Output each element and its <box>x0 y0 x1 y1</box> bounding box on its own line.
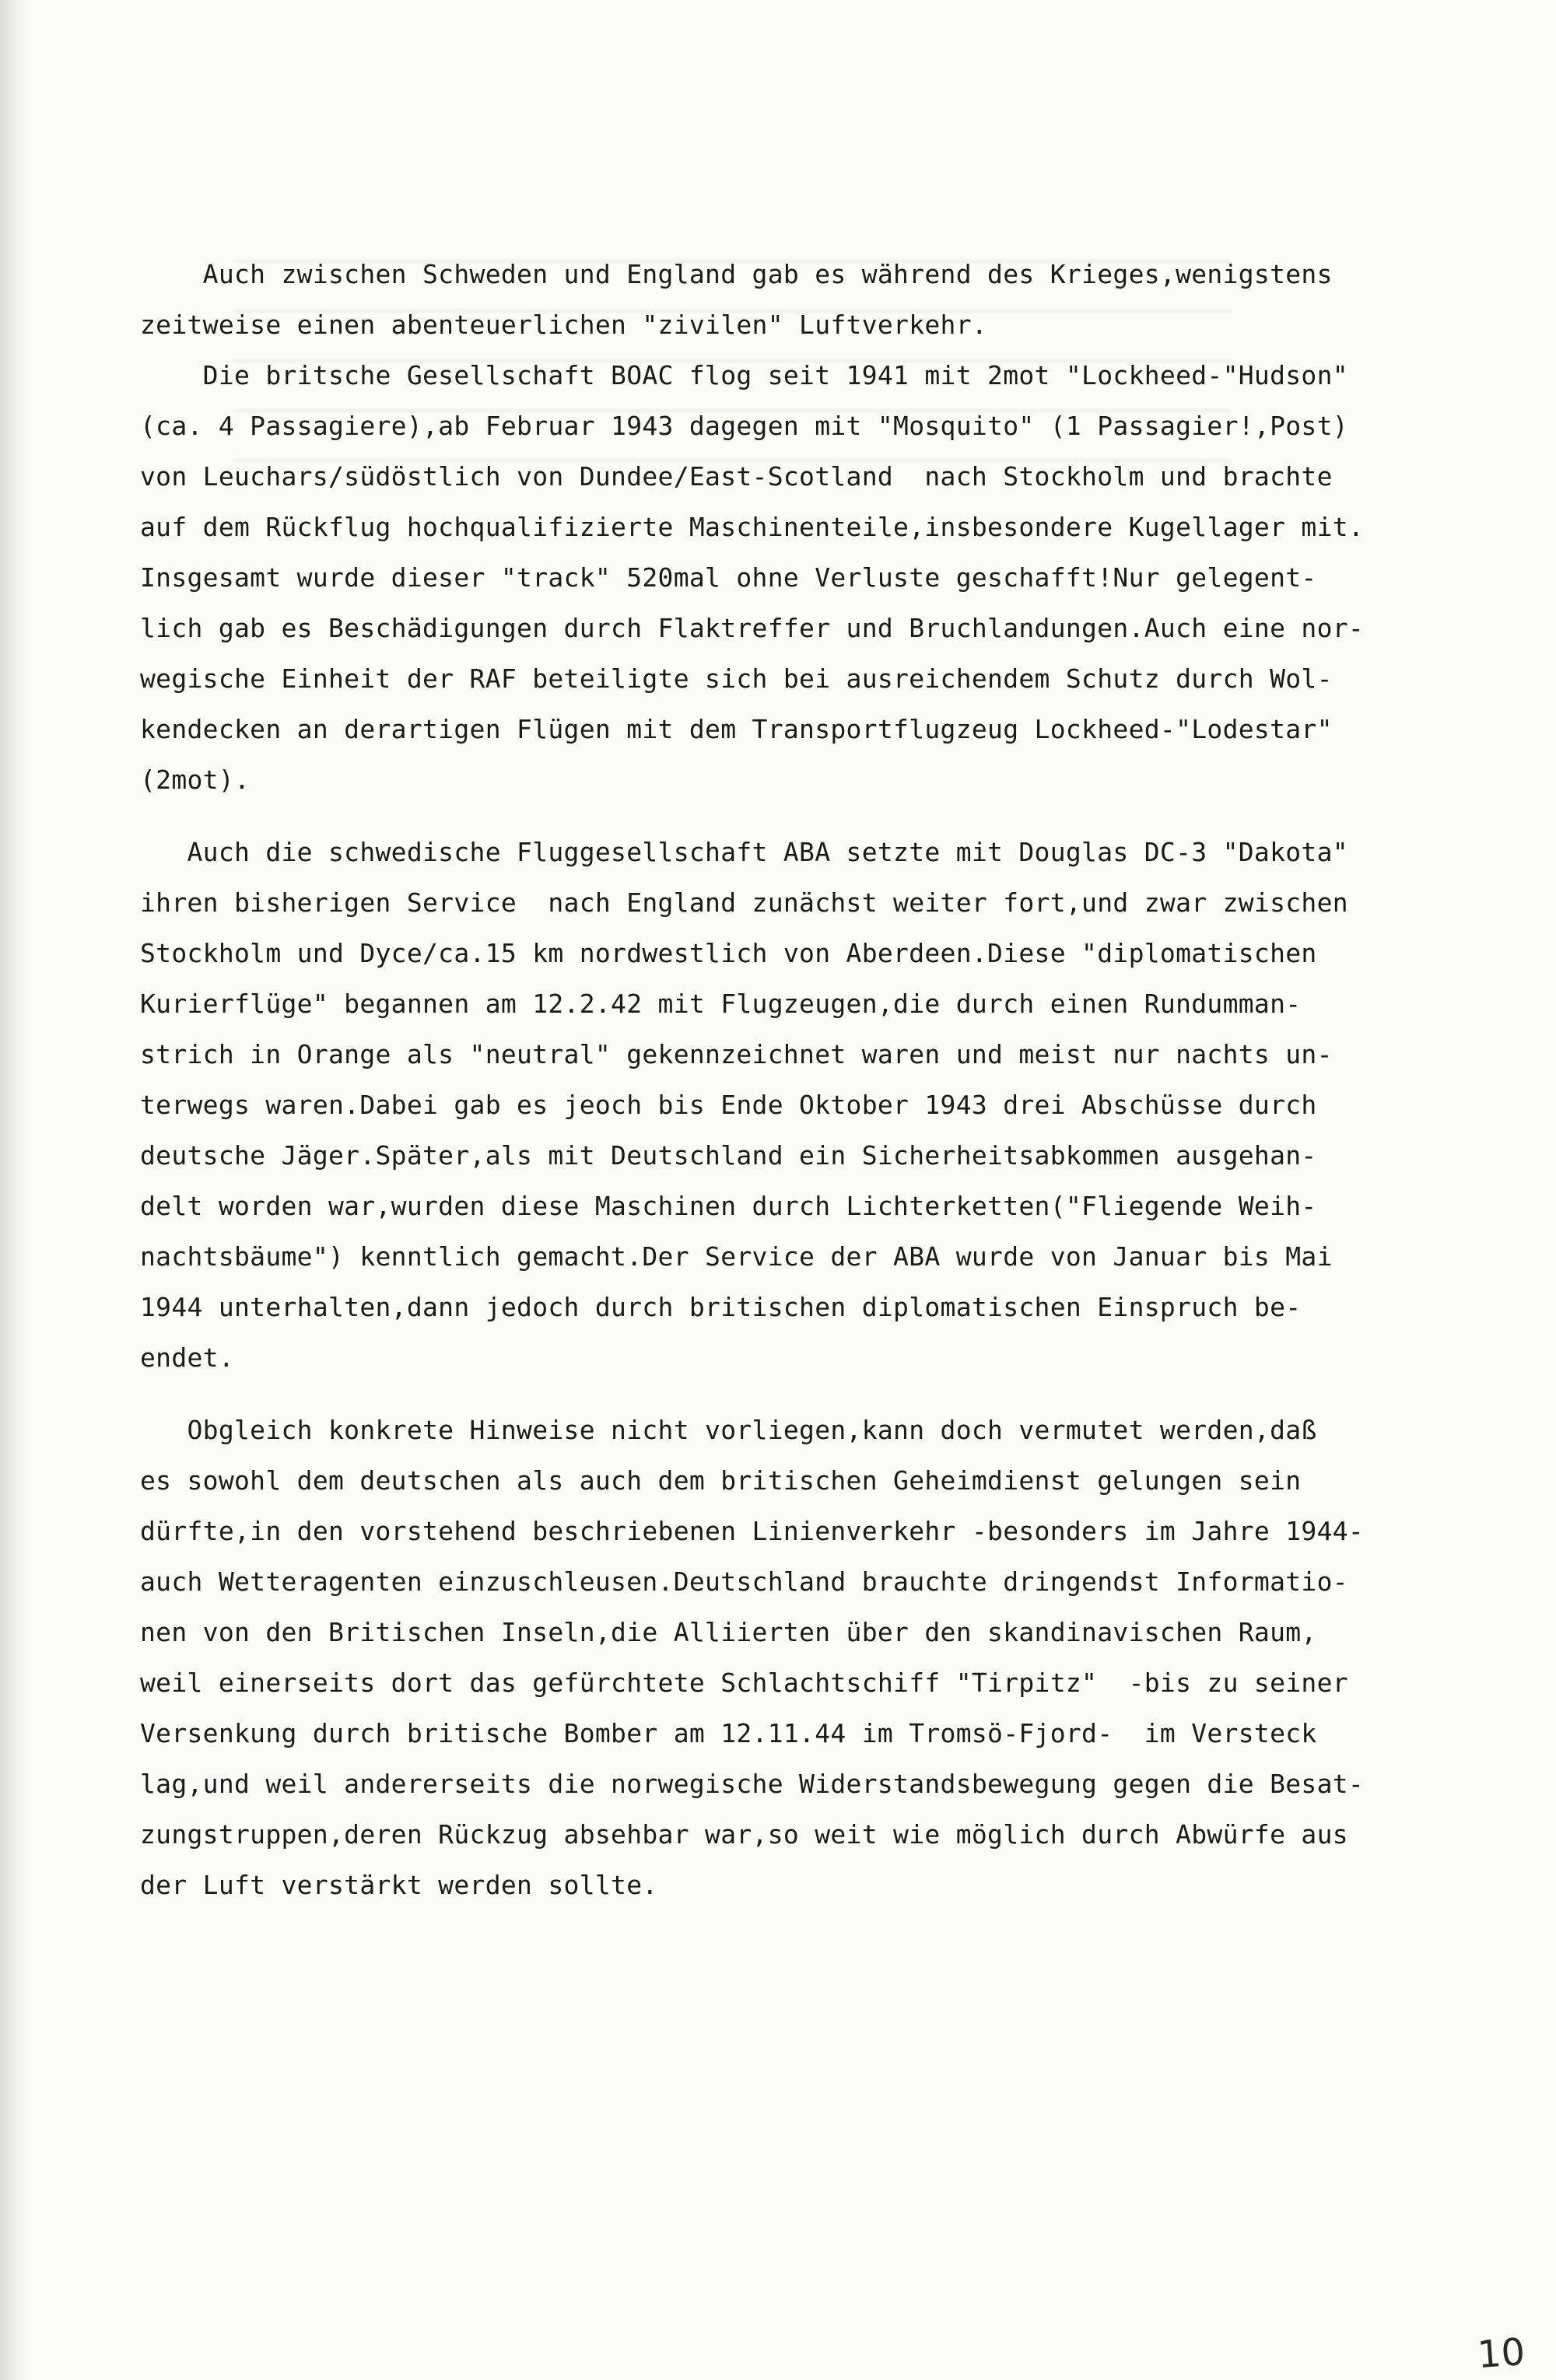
text-line: Auch zwischen Schweden und England gab es während des Krieges,wenigstens <box>140 259 1333 289</box>
text-line: (2mot). <box>140 765 251 795</box>
text-line: Obgleich konkrete Hinweise nicht vorliegen,kann doch vermutet werden,daß <box>140 1415 1317 1445</box>
text-line: lich gab es Beschädigungen durch Flaktreffer und Bruchlandungen.Auch eine nor- <box>140 613 1365 643</box>
body-text <box>140 249 1486 1910</box>
text-line: weil einerseits dort das gefürchtete Schlachtschiff "Tirpitz" -bis zu seiner <box>140 1668 1348 1698</box>
text-line: Versenkung durch britische Bomber am 12.11.44 im Tromsö-Fjord- im Versteck <box>140 1718 1317 1748</box>
text-line: (ca. 4 Passagiere),ab Februar 1943 dagegen mit "Mosquito" (1 Passagier!,Post) <box>140 411 1348 441</box>
text-line: lag,und weil andererseits die norwegische Widerstandsbewegung gegen die Besat- <box>140 1769 1365 1799</box>
text-line: Kurierflüge" begannen am 12.2.42 mit Flugzeugen,die durch einen Rundumman- <box>140 989 1302 1019</box>
text-line: kendecken an derartigen Flügen mit dem Transportflugzeug Lockheed-"Lodestar" <box>140 714 1333 744</box>
text-line: delt worden war,wurden diese Maschinen durch Lichterketten("Fliegende Weih- <box>140 1191 1317 1221</box>
text-line: Auch die schwedische Fluggesellschaft ABA setzte mit Douglas DC-3 "Dakota" <box>140 837 1348 867</box>
text-line: es sowohl dem deutschen als auch dem britischen Geheimdienst gelungen sein <box>140 1465 1302 1496</box>
text-line: zeitweise einen abenteuerlichen "zivilen" Luftverkehr. <box>140 310 988 340</box>
page-number: 10 <box>1476 2329 1526 2378</box>
text-line: nen von den Britischen Inseln,die Alliierten über den skandinavischen Raum, <box>140 1617 1317 1647</box>
text-line: Die britsche Gesellschaft BOAC flog seit 1941 mit 2mot "Lockheed-"Hudson" <box>140 360 1348 390</box>
paragraph-gap <box>140 1383 1486 1405</box>
paragraph-gap <box>140 805 1486 827</box>
text-line: Insgesamt wurde dieser "track" 520mal ohne Verluste geschafft!Nur gelegent- <box>140 562 1317 593</box>
text-line: der Luft verstärkt werden sollte. <box>140 1870 658 1900</box>
text-line: terwegs waren.Dabei gab es jeoch bis Ende Oktober 1943 drei Abschüsse durch <box>140 1090 1317 1120</box>
text-line: strich in Orange als "neutral" gekennzeichnet waren und meist nur nachts un- <box>140 1039 1333 1069</box>
text-line: Stockholm und Dyce/ca.15 km nordwestlich von Aberdeen.Diese "diplomatischen <box>140 938 1317 968</box>
text-line: von Leuchars/südöstlich von Dundee/East-Scotland nach Stockholm und brachte <box>140 461 1333 492</box>
text-line: deutsche Jäger.Später,als mit Deutschland ein Sicherheitsabkommen ausgehan- <box>140 1140 1317 1171</box>
text-line: wegische Einheit der RAF beteiligte sich bei ausreichendem Schutz durch Wol- <box>140 663 1333 694</box>
text-line: endet. <box>140 1342 235 1373</box>
text-line: dürfte,in den vorstehend beschriebenen Linienverkehr -besonders im Jahre 1944- <box>140 1516 1365 1546</box>
text-line: 1944 unterhalten,dann jedoch durch britischen diplomatischen Einspruch be- <box>140 1292 1302 1322</box>
paragraph-sweden-england <box>140 249 1486 805</box>
text-line: ihren bisherigen Service nach England zunächst weiter fort,und zwar zwischen <box>140 887 1348 918</box>
text-line: auch Wetteragenten einzuschleusen.Deutschland brauchte dringendst Informatio- <box>140 1566 1348 1597</box>
paragraph-aba-service <box>140 827 1486 1383</box>
text-line: nachtsbäume") kenntlich gemacht.Der Service der ABA wurde von Januar bis Mai <box>140 1241 1333 1272</box>
text-line: zungstruppen,deren Rückzug absehbar war,so weit wie möglich durch Abwürfe aus <box>140 1819 1348 1850</box>
paragraph-weather-agents <box>140 1405 1486 1910</box>
text-line: auf dem Rückflug hochqualifizierte Maschinenteile,insbesondere Kugellager mit. <box>140 512 1365 542</box>
show-through-texture: ▁▁▁▁▁▁▁▁▁▁▁▁▁▁▁▁▁▁▁▁▁▁▁▁▁▁▁▁▁▁▁▁▁▁▁▁▁▁▁▁▁▁▁▁▁▁▁▁▁▁▁▁▁▁▁▁▁▁▁▁▁▁▁▁▁▁▁▁▁▁▁ ▁▁▁▁▁▁▁▁▁▁▁▁▁▁▁▁▁▁▁▁▁▁▁▁▁▁▁▁▁▁▁▁▁▁▁▁▁▁▁▁▁▁▁▁▁▁▁▁▁▁▁▁▁▁▁▁▁▁▁▁▁▁▁▁▁▁▁▁▁▁▁ ▁▁▁▁▁▁▁▁▁▁▁▁▁▁▁▁▁▁▁▁▁▁▁▁▁▁▁▁▁▁▁▁▁▁▁▁▁▁▁▁▁▁▁▁▁▁▁▁▁▁▁▁▁▁▁▁▁▁▁▁▁▁▁▁▁▁▁▁▁▁▁ ▁▁▁▁▁▁▁▁▁▁▁▁▁▁▁▁▁▁▁▁▁▁▁▁▁▁▁▁▁▁▁▁▁▁▁▁▁▁▁▁▁▁▁▁▁▁▁▁▁▁▁▁▁▁▁▁▁▁▁▁▁▁▁▁▁▁▁▁▁▁▁ ▁▁▁▁▁▁▁▁▁▁▁▁▁▁▁▁▁▁▁▁▁▁▁▁▁▁▁▁▁▁▁▁▁▁▁▁▁▁▁▁▁▁▁▁▁▁▁▁▁▁▁▁▁▁▁▁▁▁▁▁▁▁▁▁▁▁▁▁▁▁▁ <box>233 236 1232 463</box>
